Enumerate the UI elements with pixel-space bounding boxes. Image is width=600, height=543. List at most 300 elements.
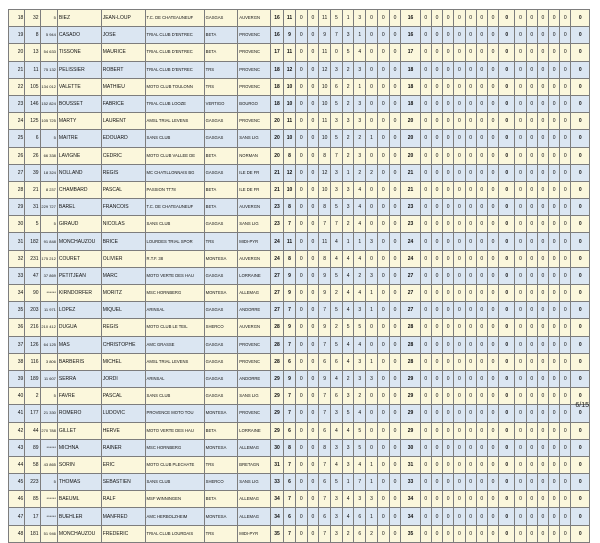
extra-cell: 0 (431, 233, 442, 250)
extra-cell: 0 (515, 525, 526, 542)
extra-cell: 0 (476, 10, 487, 27)
zone-cell: 4 (331, 250, 343, 267)
zone-cell: 3 (354, 370, 366, 387)
lap-total-cell: 27 (401, 267, 420, 284)
zone-cell: 0 (389, 508, 401, 525)
zone-cell: 0 (389, 164, 401, 181)
extra-cell: 0 (526, 474, 537, 491)
zone-cell: 2 (354, 388, 366, 405)
zone-cell: 0 (377, 27, 389, 44)
extra-cell: 0 (420, 181, 431, 198)
firstname-cell: MANFRED (101, 508, 145, 525)
extra-cell: 0 (443, 405, 454, 422)
zone-cell: 0 (377, 10, 389, 27)
extra-cell: 0 (537, 95, 548, 112)
zone-cell: 0 (295, 147, 307, 164)
club-cell: T.C. DE CHATEAUNEUF (145, 199, 204, 216)
bike-cell: BETA (204, 422, 238, 439)
zone-cell: 7 (284, 302, 296, 319)
table-row (9, 250, 590, 267)
results-table (8, 9, 590, 543)
final-cell: 0 (571, 61, 590, 78)
table-row (9, 491, 590, 508)
rank-cell: 18 (9, 10, 25, 27)
final-cell: 0 (571, 456, 590, 473)
extra-cell: 0 (476, 370, 487, 387)
extra-cell: 0 (549, 319, 560, 336)
extra-cell: 0 (465, 439, 476, 456)
points-cell: 27 (270, 302, 283, 319)
zone-cell: 0 (295, 216, 307, 233)
extra-cell: 0 (443, 439, 454, 456)
extra-cell: 0 (560, 525, 571, 542)
extra-cell: 0 (560, 285, 571, 302)
extra-cell: 0 (515, 233, 526, 250)
extra-cell: 0 (431, 199, 442, 216)
extra-cell: 0 (431, 525, 442, 542)
penalty-cell: 0 (499, 44, 515, 61)
licence-cell: 3 806 (40, 353, 57, 370)
rank-cell: 32 (9, 250, 25, 267)
extra-cell: 0 (443, 233, 454, 250)
zone-cell: 12 (284, 61, 296, 78)
extra-cell: 0 (549, 95, 560, 112)
penalty-cell: 0 (499, 267, 515, 284)
extra-cell: 0 (465, 422, 476, 439)
zone-cell: 0 (307, 78, 319, 95)
points-cell: 23 (270, 216, 283, 233)
zone-cell: 0 (307, 405, 319, 422)
points-cell: 16 (270, 10, 283, 27)
zone-cell: 0 (377, 285, 389, 302)
extra-cell: 0 (431, 10, 442, 27)
league-cell: ALLEMAG (238, 491, 271, 508)
extra-cell: 0 (454, 164, 465, 181)
extra-cell: 0 (549, 422, 560, 439)
extra-cell: 0 (476, 113, 487, 130)
licence-cell: 5 (40, 216, 57, 233)
extra-cell: 0 (431, 267, 442, 284)
lap-total-cell: 28 (401, 336, 420, 353)
extra-cell: 0 (537, 164, 548, 181)
rank-cell: 37 (9, 336, 25, 353)
zone-cell: 7 (284, 388, 296, 405)
zone-cell: 0 (377, 422, 389, 439)
extra-cell: 0 (476, 61, 487, 78)
zone-cell: 0 (389, 113, 401, 130)
club-cell: PROVENCE MOTO TOU (145, 405, 204, 422)
zone-cell: 3 (331, 61, 343, 78)
extra-cell: 0 (431, 181, 442, 198)
zone-cell: 0 (389, 181, 401, 198)
zone-cell: 3 (342, 388, 354, 405)
zone-cell: 3 (342, 113, 354, 130)
zone-cell: 0 (331, 44, 343, 61)
extra-cell: 0 (515, 474, 526, 491)
league-cell: AUVERGN (238, 319, 271, 336)
bib-cell: 85 (25, 491, 40, 508)
zone-cell: 0 (389, 336, 401, 353)
zone-cell: 6 (319, 474, 331, 491)
licence-cell: ****** (40, 285, 57, 302)
final-cell: 0 (571, 78, 590, 95)
bib-cell: 125 (25, 113, 40, 130)
extra-cell: 0 (454, 370, 465, 387)
extra-cell: 0 (560, 95, 571, 112)
zone-cell: 3 (354, 113, 366, 130)
zone-cell: 1 (342, 164, 354, 181)
lap-total-cell: 27 (401, 302, 420, 319)
points-cell: 21 (270, 164, 283, 181)
extra-cell: 0 (515, 302, 526, 319)
table-row (9, 285, 590, 302)
extra-cell: 0 (549, 456, 560, 473)
penalty-cell: 0 (499, 27, 515, 44)
final-cell: 0 (571, 491, 590, 508)
firstname-cell: JOSE (101, 27, 145, 44)
surname-cell: BOUSSET (57, 95, 101, 112)
zone-cell: 0 (295, 10, 307, 27)
lap-total-cell: 24 (401, 250, 420, 267)
league-cell: SANS LIG (238, 216, 271, 233)
surname-cell: BARBERIS (57, 353, 101, 370)
extra-cell: 0 (443, 319, 454, 336)
zone-cell: 4 (354, 216, 366, 233)
extra-cell: 0 (515, 250, 526, 267)
table-row (9, 216, 590, 233)
extra-cell: 0 (443, 95, 454, 112)
club-cell: TRIAL CLUB D'ENTREC (145, 44, 204, 61)
zone-cell: 4 (342, 267, 354, 284)
extra-cell: 0 (537, 233, 548, 250)
rank-cell: 36 (9, 319, 25, 336)
extra-cell: 0 (454, 10, 465, 27)
zone-cell: 2 (342, 95, 354, 112)
zone-cell: 0 (377, 388, 389, 405)
zone-cell: 9 (319, 27, 331, 44)
bib-cell: 21 (25, 181, 40, 198)
extra-cell: 0 (465, 319, 476, 336)
zone-cell: 0 (377, 95, 389, 112)
rank-cell: 19 (9, 27, 25, 44)
extra-cell: 0 (560, 267, 571, 284)
extra-cell: 0 (537, 456, 548, 473)
extra-cell: 0 (431, 353, 442, 370)
licence-cell: 105 725 (40, 113, 57, 130)
extra-cell: 0 (549, 336, 560, 353)
bib-cell: 32 (25, 10, 40, 27)
zone-cell: 3 (354, 95, 366, 112)
surname-cell: TISSONE (57, 44, 101, 61)
final-cell: 0 (571, 44, 590, 61)
extra-cell: 0 (515, 370, 526, 387)
extra-cell: 0 (526, 456, 537, 473)
points-cell: 27 (270, 285, 283, 302)
zone-cell: 4 (342, 491, 354, 508)
extra-cell: 0 (537, 113, 548, 130)
zone-cell: 2 (342, 370, 354, 387)
club-cell: SANS CLUB (145, 130, 204, 147)
penalty-cell: 0 (499, 216, 515, 233)
extra-cell: 0 (526, 250, 537, 267)
extra-cell: 0 (549, 474, 560, 491)
extra-cell: 0 (454, 302, 465, 319)
licence-cell: 11 607 (40, 370, 57, 387)
zone-cell: 3 (342, 181, 354, 198)
zone-cell: 8 (319, 199, 331, 216)
zone-cell: 0 (389, 147, 401, 164)
bike-cell: TRS (204, 61, 238, 78)
extra-cell: 0 (515, 508, 526, 525)
lap-total-cell: 29 (401, 370, 420, 387)
extra-cell: 0 (526, 164, 537, 181)
zone-cell: 3 (331, 113, 343, 130)
rank-cell: 43 (9, 439, 25, 456)
points-cell: 34 (270, 491, 283, 508)
penalty-cell: 0 (499, 181, 515, 198)
zone-cell: 5 (331, 10, 343, 27)
points-cell: 18 (270, 95, 283, 112)
zone-cell: 0 (366, 147, 378, 164)
extra-cell: 0 (560, 250, 571, 267)
extra-cell: 0 (443, 10, 454, 27)
bib-cell: 11 (25, 61, 40, 78)
extra-cell: 0 (537, 250, 548, 267)
table-row (9, 456, 590, 473)
extra-cell: 0 (431, 95, 442, 112)
extra-cell: 0 (476, 336, 487, 353)
lap-total-cell: 29 (401, 405, 420, 422)
zone-cell: 1 (366, 302, 378, 319)
extra-cell: 0 (560, 61, 571, 78)
zone-cell: 11 (284, 44, 296, 61)
zone-cell: 0 (307, 388, 319, 405)
extra-cell: 0 (526, 44, 537, 61)
zone-cell: 0 (307, 250, 319, 267)
extra-cell: 0 (476, 267, 487, 284)
club-cell: MOTO CLUB TOULONN (145, 78, 204, 95)
zone-cell: 3 (331, 405, 343, 422)
table-row (9, 10, 590, 27)
table-row (9, 233, 590, 250)
extra-cell: 0 (476, 353, 487, 370)
surname-cell: PETITJEAN (57, 267, 101, 284)
league-cell: BOURGO (238, 95, 271, 112)
zone-cell: 0 (307, 456, 319, 473)
zone-cell: 0 (389, 44, 401, 61)
extra-cell: 0 (420, 147, 431, 164)
penalty-cell: 0 (499, 474, 515, 491)
zone-cell: 0 (389, 474, 401, 491)
zone-cell: 2 (342, 216, 354, 233)
extra-cell: 0 (526, 405, 537, 422)
zone-cell: 0 (295, 199, 307, 216)
zone-cell: 7 (331, 147, 343, 164)
zone-cell: 0 (377, 525, 389, 542)
zone-cell: 5 (331, 199, 343, 216)
club-cell: MOTO VERTE DES HAU (145, 422, 204, 439)
extra-cell: 0 (537, 78, 548, 95)
zone-cell: 10 (319, 130, 331, 147)
extra-cell: 0 (537, 216, 548, 233)
zone-cell: 0 (377, 44, 389, 61)
final-cell: 0 (571, 439, 590, 456)
club-cell: TRIAL CLUB LOOZE (145, 95, 204, 112)
zone-cell: 2 (342, 147, 354, 164)
penalty-cell: 0 (499, 113, 515, 130)
zone-cell: 3 (366, 233, 378, 250)
bike-cell: MONTESA (204, 250, 238, 267)
extra-cell: 0 (560, 147, 571, 164)
extra-cell: 0 (465, 181, 476, 198)
zone-cell: 7 (284, 216, 296, 233)
extra-cell: 0 (560, 422, 571, 439)
extra-cell: 0 (420, 267, 431, 284)
licence-cell: 5 (40, 10, 57, 27)
extra-cell: 0 (420, 233, 431, 250)
licence-cell: 5 (40, 130, 57, 147)
extra-cell: 0 (454, 216, 465, 233)
extra-cell: 0 (560, 336, 571, 353)
zone-cell: 0 (307, 27, 319, 44)
firstname-cell: ROBERT (101, 61, 145, 78)
zone-cell: 6 (319, 422, 331, 439)
extra-cell: 0 (487, 422, 498, 439)
rank-cell: 20 (9, 44, 25, 61)
extra-cell: 0 (431, 388, 442, 405)
rank-cell: 26 (9, 147, 25, 164)
zone-cell: 4 (354, 44, 366, 61)
zone-cell: 0 (366, 336, 378, 353)
extra-cell: 0 (526, 199, 537, 216)
zone-cell: 0 (295, 130, 307, 147)
bike-cell: MONTESA (204, 405, 238, 422)
extra-cell: 0 (560, 405, 571, 422)
surname-cell: LAVIGNE (57, 147, 101, 164)
zone-cell: 9 (284, 267, 296, 284)
extra-cell: 0 (537, 27, 548, 44)
extra-cell: 0 (431, 405, 442, 422)
extra-cell: 0 (487, 199, 498, 216)
extra-cell: 0 (443, 267, 454, 284)
league-cell: ILE DE FR (238, 181, 271, 198)
extra-cell: 0 (465, 336, 476, 353)
zone-cell: 0 (389, 130, 401, 147)
surname-cell: THOMAS (57, 474, 101, 491)
league-cell: PROVENC (238, 405, 271, 422)
extra-cell: 0 (431, 147, 442, 164)
licence-cell: 37 869 (40, 267, 57, 284)
points-cell: 28 (270, 336, 283, 353)
extra-cell: 0 (465, 388, 476, 405)
zone-cell: 0 (366, 95, 378, 112)
zone-cell: 0 (389, 10, 401, 27)
penalty-cell: 0 (499, 525, 515, 542)
points-cell: 29 (270, 370, 283, 387)
extra-cell: 0 (420, 164, 431, 181)
lap-total-cell: 34 (401, 508, 420, 525)
extra-cell: 0 (420, 250, 431, 267)
surname-cell: CHAMBARD (57, 181, 101, 198)
extra-cell: 0 (537, 439, 548, 456)
bike-cell: GASGAS (204, 216, 238, 233)
table-row (9, 27, 590, 44)
licence-cell: 51 946 (40, 525, 57, 542)
extra-cell: 0 (560, 388, 571, 405)
extra-cell: 0 (487, 130, 498, 147)
extra-cell: 0 (465, 95, 476, 112)
table-row (9, 267, 590, 284)
penalty-cell: 0 (499, 336, 515, 353)
extra-cell: 0 (420, 61, 431, 78)
zone-cell: 8 (284, 147, 296, 164)
extra-cell: 0 (476, 422, 487, 439)
extra-cell: 0 (537, 405, 548, 422)
extra-cell: 0 (526, 370, 537, 387)
extra-cell: 0 (431, 508, 442, 525)
extra-cell: 0 (420, 199, 431, 216)
extra-cell: 0 (465, 267, 476, 284)
licence-cell: 64 125 (40, 336, 57, 353)
extra-cell: 0 (515, 353, 526, 370)
firstname-cell: MATHIEU (101, 78, 145, 95)
penalty-cell: 0 (499, 285, 515, 302)
extra-cell: 0 (526, 422, 537, 439)
extra-cell: 0 (443, 508, 454, 525)
zone-cell: 12 (319, 61, 331, 78)
surname-cell: BAREL (57, 199, 101, 216)
licence-cell: 229 727 (40, 199, 57, 216)
zone-cell: 0 (307, 491, 319, 508)
extra-cell: 0 (515, 405, 526, 422)
points-cell: 35 (270, 525, 283, 542)
lap-total-cell: 20 (401, 113, 420, 130)
points-cell: 34 (270, 508, 283, 525)
final-cell: 0 (571, 95, 590, 112)
bib-cell: 58 (25, 456, 40, 473)
extra-cell: 0 (560, 164, 571, 181)
final-cell: 0 (571, 250, 590, 267)
extra-cell: 0 (431, 285, 442, 302)
zone-cell: 0 (295, 181, 307, 198)
surname-cell: GILLET (57, 422, 101, 439)
zone-cell: 0 (307, 147, 319, 164)
zone-cell: 11 (284, 113, 296, 130)
extra-cell: 0 (537, 319, 548, 336)
zone-cell: 4 (354, 285, 366, 302)
zone-cell: 0 (307, 285, 319, 302)
club-cell: TRIAL CLUB D'ENTREC (145, 27, 204, 44)
bib-cell: 223 (25, 474, 40, 491)
zone-cell: 10 (284, 78, 296, 95)
extra-cell: 0 (443, 525, 454, 542)
extra-cell: 0 (476, 508, 487, 525)
bike-cell: BETA (204, 147, 238, 164)
league-cell: SANS LIG (238, 474, 271, 491)
bike-cell: GASGAS (204, 302, 238, 319)
extra-cell: 0 (537, 370, 548, 387)
extra-cell: 0 (560, 181, 571, 198)
zone-cell: 7 (319, 405, 331, 422)
extra-cell: 0 (515, 388, 526, 405)
final-cell: 0 (571, 388, 590, 405)
extra-cell: 0 (443, 353, 454, 370)
zone-cell: 0 (389, 456, 401, 473)
extra-cell: 0 (476, 405, 487, 422)
zone-cell: 10 (284, 95, 296, 112)
zone-cell: 0 (307, 199, 319, 216)
extra-cell: 0 (443, 181, 454, 198)
